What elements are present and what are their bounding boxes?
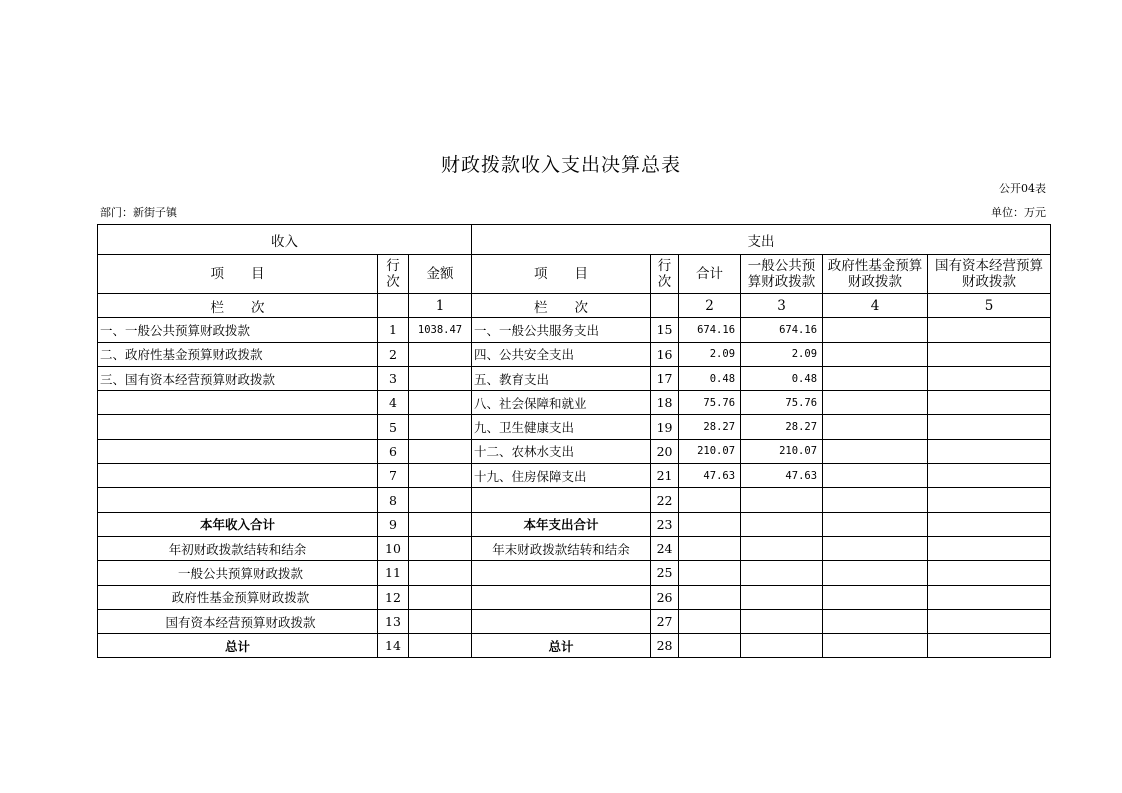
expense-gov-fund bbox=[823, 634, 928, 658]
income-begin-balance-label: 年初财政拨款结转和结余 bbox=[98, 536, 378, 560]
expense-item: 四、公共安全支出 bbox=[472, 342, 651, 366]
expense-gov-fund bbox=[823, 585, 928, 609]
table-row bbox=[98, 366, 1051, 390]
income-amount bbox=[409, 536, 472, 560]
expense-state-capital bbox=[928, 536, 1051, 560]
expense-general bbox=[741, 512, 823, 536]
expense-state-capital bbox=[928, 415, 1051, 439]
income-col-num-amount: 1 bbox=[409, 294, 472, 318]
expense-grand-total-label: 总计 bbox=[472, 634, 651, 658]
expense-state-capital-header: 国有资本经营预算财政拨款 bbox=[928, 255, 1051, 294]
expense-state-capital bbox=[928, 561, 1051, 585]
expense-general: 210.07 bbox=[741, 439, 823, 463]
table-row bbox=[98, 561, 1051, 585]
unit-label: 单位：万元 bbox=[991, 206, 1046, 219]
expense-general bbox=[741, 585, 823, 609]
income-item: 三、国有资本经营预算财政拨款 bbox=[98, 366, 378, 390]
income-amount bbox=[409, 342, 472, 366]
income-line-no: 1 bbox=[378, 318, 409, 342]
income-line-no: 10 bbox=[378, 536, 409, 560]
expense-gov-fund bbox=[823, 536, 928, 560]
income-item: 二、政府性基金预算财政拨款 bbox=[98, 342, 378, 366]
income-line-no: 4 bbox=[378, 391, 409, 415]
expense-col-label: 栏 次 bbox=[472, 294, 651, 318]
income-line-no: 6 bbox=[378, 439, 409, 463]
expense-total: 2.09 bbox=[679, 342, 741, 366]
income-amount bbox=[409, 391, 472, 415]
income-year-total-label: 本年收入合计 bbox=[98, 512, 378, 536]
income-col-label: 栏 次 bbox=[98, 294, 378, 318]
expense-general: 28.27 bbox=[741, 415, 823, 439]
income-amount bbox=[409, 512, 472, 536]
expense-gov-fund bbox=[823, 342, 928, 366]
expense-total bbox=[679, 561, 741, 585]
expense-gov-fund bbox=[823, 488, 928, 512]
expense-gov-fund bbox=[823, 609, 928, 633]
expense-state-capital bbox=[928, 609, 1051, 633]
expense-general bbox=[741, 561, 823, 585]
expense-line-no: 21 bbox=[651, 464, 679, 488]
income-grand-total-label: 总计 bbox=[98, 634, 378, 658]
expense-total bbox=[679, 512, 741, 536]
expense-general bbox=[741, 488, 823, 512]
expense-line-no: 15 bbox=[651, 318, 679, 342]
income-line-no: 14 bbox=[378, 634, 409, 658]
income-amount bbox=[409, 609, 472, 633]
expense-item bbox=[472, 561, 651, 585]
table-row bbox=[98, 415, 1051, 439]
table-row bbox=[98, 585, 1051, 609]
expense-col-num-state-capital: 5 bbox=[928, 294, 1051, 318]
income-line-no: 9 bbox=[378, 512, 409, 536]
expense-col-blank bbox=[651, 294, 679, 318]
table-row bbox=[98, 609, 1051, 633]
expense-state-capital bbox=[928, 318, 1051, 342]
page-title: 财政拨款收入支出决算总表 bbox=[440, 154, 681, 176]
table-row bbox=[98, 342, 1051, 366]
expense-total bbox=[679, 585, 741, 609]
expense-general-header: 一般公共预算财政拨款 bbox=[741, 255, 823, 294]
expense-state-capital bbox=[928, 391, 1051, 415]
income-amount bbox=[409, 585, 472, 609]
expense-line-no: 18 bbox=[651, 391, 679, 415]
expense-state-capital bbox=[928, 342, 1051, 366]
expense-item: 八、社会保障和就业 bbox=[472, 391, 651, 415]
expense-general bbox=[741, 609, 823, 633]
income-amount bbox=[409, 464, 472, 488]
expense-item bbox=[472, 488, 651, 512]
expense-item bbox=[472, 609, 651, 633]
expense-gov-fund bbox=[823, 415, 928, 439]
expense-total: 210.07 bbox=[679, 439, 741, 463]
income-item: 一、一般公共预算财政拨款 bbox=[98, 318, 378, 342]
expense-end-balance-label: 年末财政拨款结转和结余 bbox=[472, 536, 651, 560]
expense-total: 0.48 bbox=[679, 366, 741, 390]
expense-state-capital bbox=[928, 512, 1051, 536]
expense-total bbox=[679, 488, 741, 512]
expense-gov-fund bbox=[823, 439, 928, 463]
department-label: 部门：新街子镇 bbox=[100, 206, 177, 219]
expense-line-no: 20 bbox=[651, 439, 679, 463]
expense-total bbox=[679, 634, 741, 658]
expense-line-no: 22 bbox=[651, 488, 679, 512]
table-row bbox=[98, 318, 1051, 342]
income-amount bbox=[409, 488, 472, 512]
expense-total: 28.27 bbox=[679, 415, 741, 439]
income-item bbox=[98, 464, 378, 488]
income-amount: 1038.47 bbox=[409, 318, 472, 342]
expense-gov-fund bbox=[823, 512, 928, 536]
expense-gov-fund bbox=[823, 318, 928, 342]
expense-total bbox=[679, 609, 741, 633]
expense-total: 674.16 bbox=[679, 318, 741, 342]
expense-line-no: 26 bbox=[651, 585, 679, 609]
expense-general bbox=[741, 634, 823, 658]
header-row-columns bbox=[98, 255, 1051, 294]
expense-item: 十二、农林水支出 bbox=[472, 439, 651, 463]
expense-total: 47.63 bbox=[679, 464, 741, 488]
expense-line-no: 16 bbox=[651, 342, 679, 366]
expense-line-no: 25 bbox=[651, 561, 679, 585]
header-row-col-numbers bbox=[98, 294, 1051, 318]
income-line-no-header: 行次 bbox=[378, 255, 409, 294]
income-amount bbox=[409, 561, 472, 585]
expense-general: 674.16 bbox=[741, 318, 823, 342]
income-header: 收入 bbox=[98, 225, 472, 255]
expense-header: 支出 bbox=[472, 225, 1051, 255]
income-item bbox=[98, 391, 378, 415]
expense-state-capital bbox=[928, 366, 1051, 390]
expense-general: 0.48 bbox=[741, 366, 823, 390]
grand-total-row bbox=[98, 634, 1051, 658]
expense-state-capital bbox=[928, 464, 1051, 488]
income-general-carryover-label: 一般公共预算财政拨款 bbox=[98, 561, 378, 585]
expense-item: 一、一般公共服务支出 bbox=[472, 318, 651, 342]
income-line-no: 13 bbox=[378, 609, 409, 633]
table-code: 公开04表 bbox=[999, 182, 1046, 195]
income-col-blank bbox=[378, 294, 409, 318]
income-line-no: 12 bbox=[378, 585, 409, 609]
expense-item bbox=[472, 585, 651, 609]
table-row bbox=[98, 488, 1051, 512]
expense-line-no: 24 bbox=[651, 536, 679, 560]
income-capital-carryover-label: 国有资本经营预算财政拨款 bbox=[98, 609, 378, 633]
expense-state-capital bbox=[928, 439, 1051, 463]
table-row bbox=[98, 439, 1051, 463]
expense-item: 五、教育支出 bbox=[472, 366, 651, 390]
expense-col-num-gov-fund: 4 bbox=[823, 294, 928, 318]
income-amount-header: 金额 bbox=[409, 255, 472, 294]
income-item bbox=[98, 439, 378, 463]
income-line-no: 3 bbox=[378, 366, 409, 390]
income-amount bbox=[409, 634, 472, 658]
income-line-no: 7 bbox=[378, 464, 409, 488]
expense-total: 75.76 bbox=[679, 391, 741, 415]
expense-line-no: 17 bbox=[651, 366, 679, 390]
table-row bbox=[98, 464, 1051, 488]
expense-state-capital bbox=[928, 488, 1051, 512]
expense-line-no: 28 bbox=[651, 634, 679, 658]
expense-item: 十九、住房保障支出 bbox=[472, 464, 651, 488]
table-row bbox=[98, 391, 1051, 415]
income-line-no: 8 bbox=[378, 488, 409, 512]
expense-general bbox=[741, 536, 823, 560]
expense-line-no: 27 bbox=[651, 609, 679, 633]
income-item-header: 项 目 bbox=[98, 255, 378, 294]
expense-gov-fund bbox=[823, 391, 928, 415]
income-fund-carryover-label: 政府性基金预算财政拨款 bbox=[98, 585, 378, 609]
expense-general: 75.76 bbox=[741, 391, 823, 415]
expense-general: 2.09 bbox=[741, 342, 823, 366]
income-line-no: 5 bbox=[378, 415, 409, 439]
fiscal-summary-table bbox=[97, 224, 1051, 658]
expense-total bbox=[679, 536, 741, 560]
income-amount bbox=[409, 366, 472, 390]
header-row-sections bbox=[98, 225, 1051, 255]
expense-line-no-header: 行次 bbox=[651, 255, 679, 294]
income-line-no: 2 bbox=[378, 342, 409, 366]
expense-total-header: 合计 bbox=[679, 255, 741, 294]
expense-gov-fund-header: 政府性基金预算财政拨款 bbox=[823, 255, 928, 294]
expense-general: 47.63 bbox=[741, 464, 823, 488]
expense-state-capital bbox=[928, 634, 1051, 658]
expense-line-no: 19 bbox=[651, 415, 679, 439]
expense-year-total-label: 本年支出合计 bbox=[472, 512, 651, 536]
income-amount bbox=[409, 439, 472, 463]
expense-col-num-general: 3 bbox=[741, 294, 823, 318]
expense-state-capital bbox=[928, 585, 1051, 609]
expense-item: 九、卫生健康支出 bbox=[472, 415, 651, 439]
income-item bbox=[98, 415, 378, 439]
expense-col-num-total: 2 bbox=[679, 294, 741, 318]
income-amount bbox=[409, 415, 472, 439]
expense-gov-fund bbox=[823, 366, 928, 390]
expense-gov-fund bbox=[823, 464, 928, 488]
income-line-no: 11 bbox=[378, 561, 409, 585]
income-item bbox=[98, 488, 378, 512]
expense-gov-fund bbox=[823, 561, 928, 585]
year-total-row bbox=[98, 512, 1051, 536]
expense-item-header: 项 目 bbox=[472, 255, 651, 294]
expense-line-no: 23 bbox=[651, 512, 679, 536]
carryover-row bbox=[98, 536, 1051, 560]
